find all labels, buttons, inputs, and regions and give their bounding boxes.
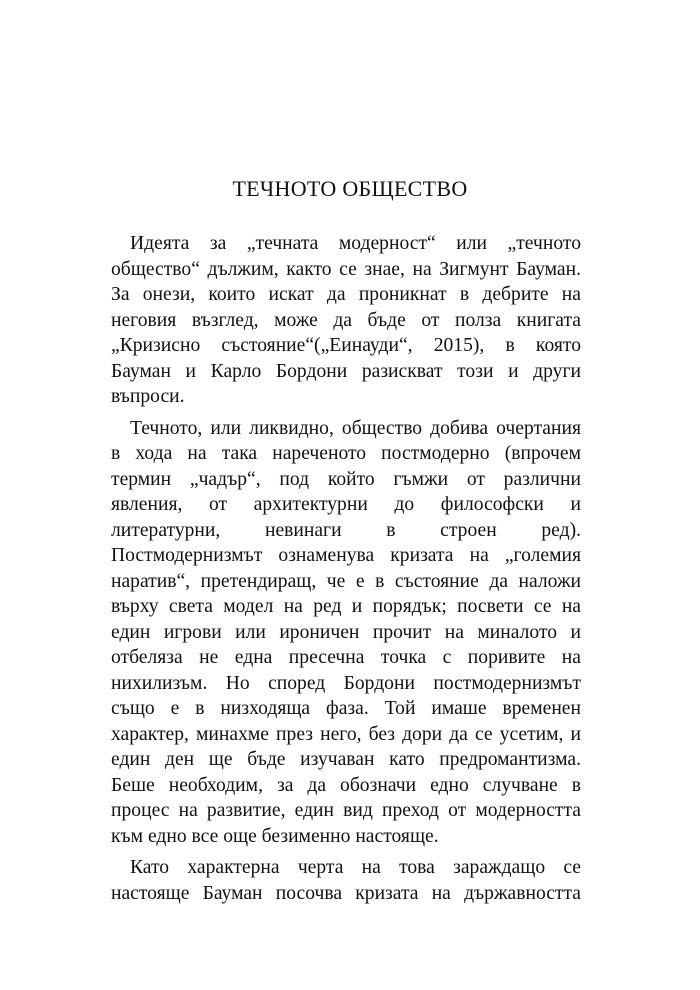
text-line: литературни, невинаги в строен ред). <box>111 519 581 541</box>
text-line: „Кризисно състояние“(„Еинауди“, 2015), в която <box>111 335 581 356</box>
text-line: върху света модел на ред и порядък; посвети се на <box>111 596 581 617</box>
text-line: нихилизъм. Но според Бордони постмодернизмът <box>111 672 581 694</box>
text-line: един ден ще бъде изучаван като предромантизма. <box>111 749 581 770</box>
text-line: въпроси. <box>111 386 185 407</box>
text-line: Бауман и Карло Бордони разискват този и други <box>111 360 581 382</box>
text-line: Като характерна черта на това зараждащо се <box>130 857 581 878</box>
text-line: процес на развитие, един вид преход от модерността <box>111 800 581 821</box>
text-line: характер, минахме през него, без дори да се усетим, и <box>111 723 581 745</box>
paragraph <box>111 416 581 850</box>
text-line: един игрови или ироничен прочит на миналото и <box>111 621 581 643</box>
text-line: настояще Бауман посочва кризата на държавността <box>111 882 581 904</box>
text-line: явления, от архитектурни до философски и <box>111 494 581 515</box>
text-line: неговия възглед, може да бъде от полза книгата <box>111 309 581 331</box>
text-line: отбеляза не една пресечна точка с поривите на <box>111 647 581 668</box>
page-title: ТЕЧНОТО ОБЩЕСТВО <box>232 176 468 201</box>
text-line: Беше необходим, за да обозначи едно случване в <box>111 774 581 796</box>
text-line: наратив“, претендиращ, че е в състояние да наложи <box>111 570 581 592</box>
body-text <box>111 231 581 912</box>
text-line: също е в низходяща фаза. Той имаше временен <box>111 698 581 719</box>
text-line: Постмодернизмът ознаменува кризата на „големия <box>111 545 581 566</box>
paragraph <box>111 231 581 410</box>
text-line: в хода на така нареченото постмодерно (впрочем <box>111 443 581 464</box>
text-line: Идеята за „течната модерност“ или „течното <box>130 233 581 254</box>
text-line: общество“ дължим, както се знае, на Зигмунт Бауман. <box>111 258 581 280</box>
text-line: термин „чадър“, под който гъмжи от различни <box>111 468 581 490</box>
text-line: Течното, или ликвидно, общество добива очертания <box>130 417 581 439</box>
paragraph <box>111 855 581 906</box>
text-line: към едно все още безименно настояще. <box>111 825 439 847</box>
text-line: За онези, които искат да проникнат в дебрите на <box>111 284 581 305</box>
